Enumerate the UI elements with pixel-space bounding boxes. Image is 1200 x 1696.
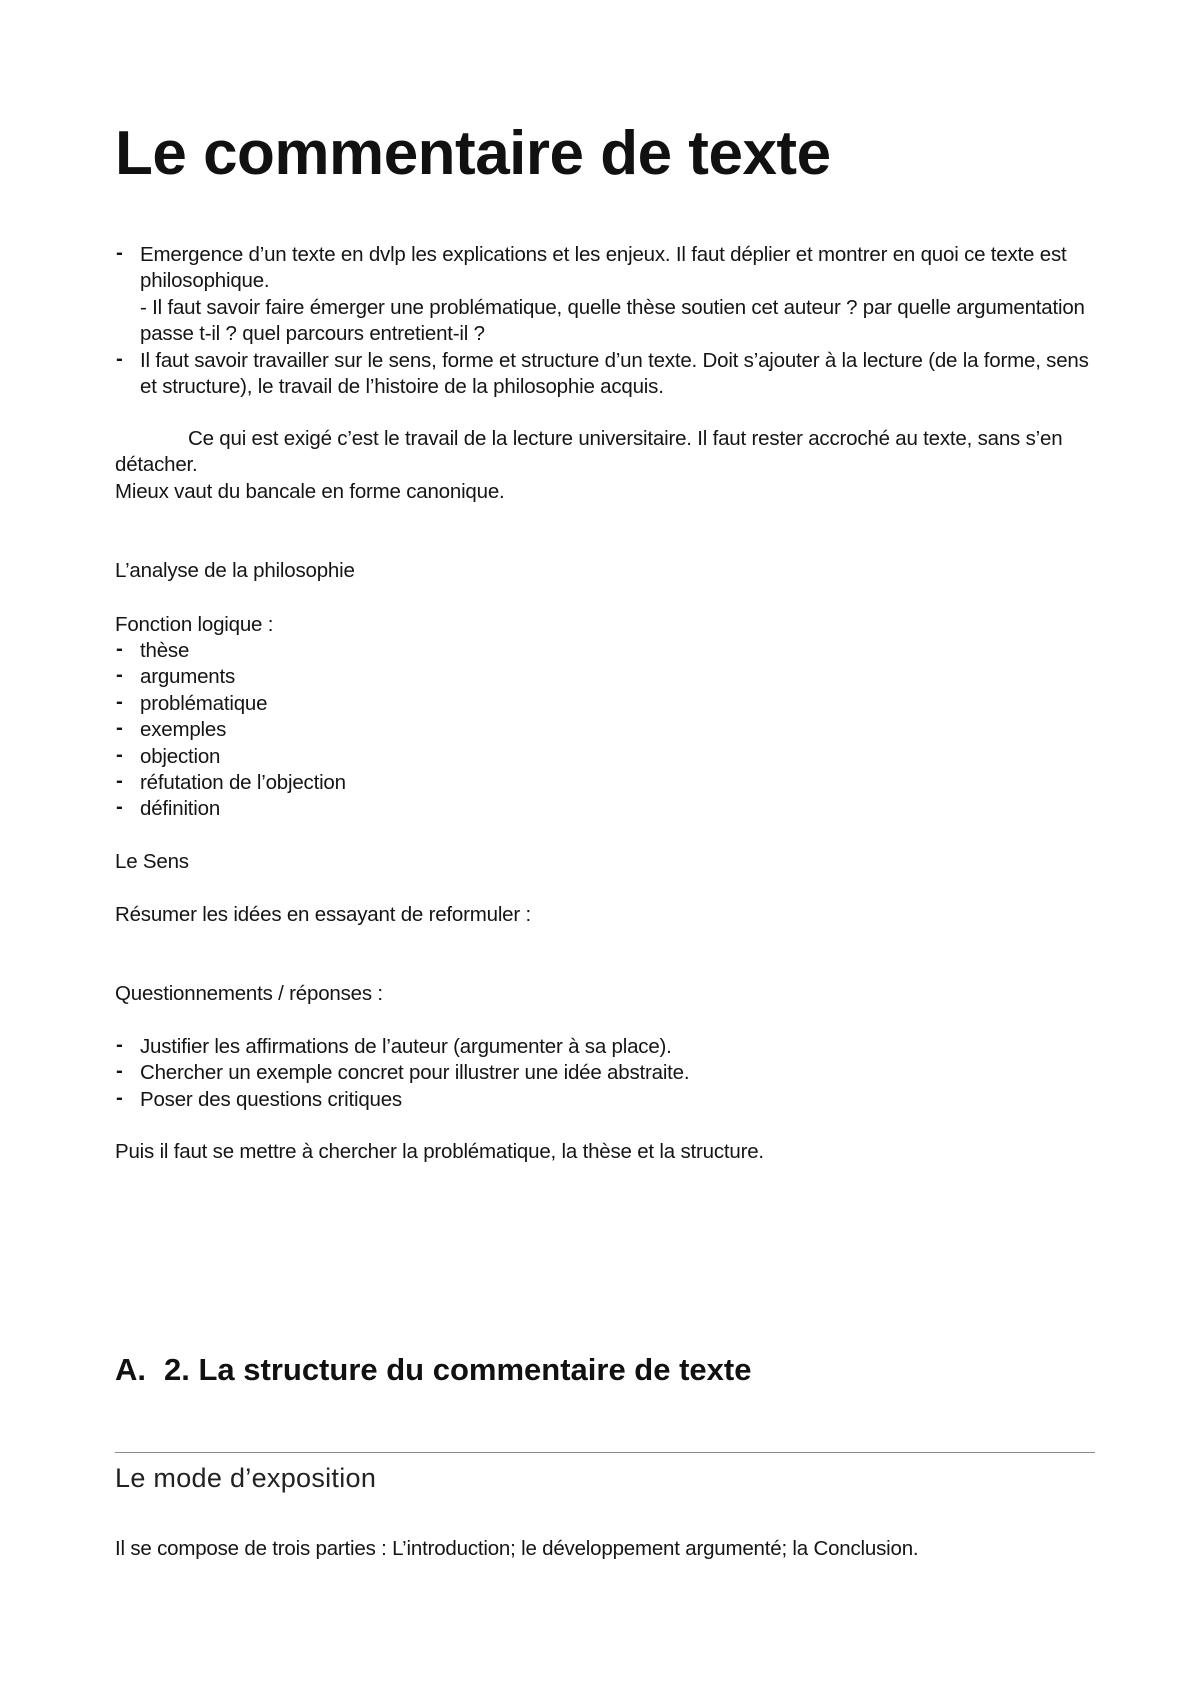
analyse-heading: L’analyse de la philosophie bbox=[115, 559, 355, 582]
intro-item-1-line-1: - Emergence d’un texte en dvlp les explications et les enjeux. Il faut déplier et montrer en quoi ce texte est philosophique. bbox=[140, 243, 1067, 293]
resumer-paragraph: Résumer les idées en essayant de reformuler : bbox=[115, 903, 532, 926]
questionnements-block bbox=[115, 1034, 1095, 1113]
questionnements-list bbox=[115, 1034, 1095, 1113]
intro-list bbox=[115, 242, 1095, 400]
puis-paragraph: Puis il faut se mettre à chercher la problématique, la thèse et la structure. bbox=[115, 1140, 764, 1163]
mode-heading: Le mode d’exposition bbox=[115, 1463, 377, 1493]
fonction-block bbox=[115, 638, 1095, 823]
mode-paragraph: Il se compose de trois parties : L’introduction; le développement argumenté; la Conclusion. bbox=[115, 1537, 919, 1560]
intro-item-2-line-1: - Il faut savoir travailler sur le sens, forme et structure d’un texte. Doit s’ajouter à la lecture (de la forme, sens et structure), le travail de l’histoire de la philosophie acquis. bbox=[140, 348, 1089, 399]
list-item: - arguments bbox=[115, 664, 1095, 690]
list-item: - Justifier les affirmations de l’auteur (argumenter à sa place). bbox=[115, 1034, 1095, 1060]
questionnements-label: Questionnements / réponses : bbox=[115, 982, 383, 1005]
list-item: - problématique bbox=[115, 691, 1095, 717]
list-item: - Poser des questions critiques bbox=[115, 1087, 1095, 1113]
section-letter: A. bbox=[115, 1352, 146, 1387]
document-title: Le commentaire de texte bbox=[115, 119, 831, 188]
list-item: - définition bbox=[115, 796, 1095, 822]
list-item: - exemples bbox=[115, 717, 1095, 743]
list-item: - Chercher un exemple concret pour illustrer une idée abstraite. bbox=[115, 1060, 1095, 1086]
mieux-paragraph: Mieux vaut du bancale en forme canonique. bbox=[115, 480, 505, 503]
fonction-label: Fonction logique : bbox=[115, 613, 274, 636]
list-item: - objection bbox=[115, 744, 1095, 770]
section-divider bbox=[115, 1452, 1095, 1453]
list-item: - thèse bbox=[115, 638, 1095, 664]
list-item: - réfutation de l’objection bbox=[115, 770, 1095, 796]
section-heading bbox=[115, 1350, 751, 1390]
fonction-list bbox=[115, 638, 1095, 823]
sens-heading: Le Sens bbox=[115, 850, 189, 873]
list-item bbox=[115, 348, 1095, 401]
list-item bbox=[115, 242, 1095, 348]
intro-item-1-line-2: - Il faut savoir faire émerger une problématique, quelle thèse soutien cet auteur ? par quelle argumentation passe t-il ? quel parcours entretient-il ? bbox=[140, 295, 1085, 346]
section-title: 2. La structure du commentaire de texte bbox=[164, 1352, 752, 1387]
intro-block bbox=[115, 242, 1095, 400]
document-page bbox=[115, 0, 1095, 1696]
requirement-paragraph: Ce qui est exigé c’est le travail de la lecture universitaire. Il faut rester accroché au texte, sans s’en détacher. bbox=[115, 427, 1063, 477]
